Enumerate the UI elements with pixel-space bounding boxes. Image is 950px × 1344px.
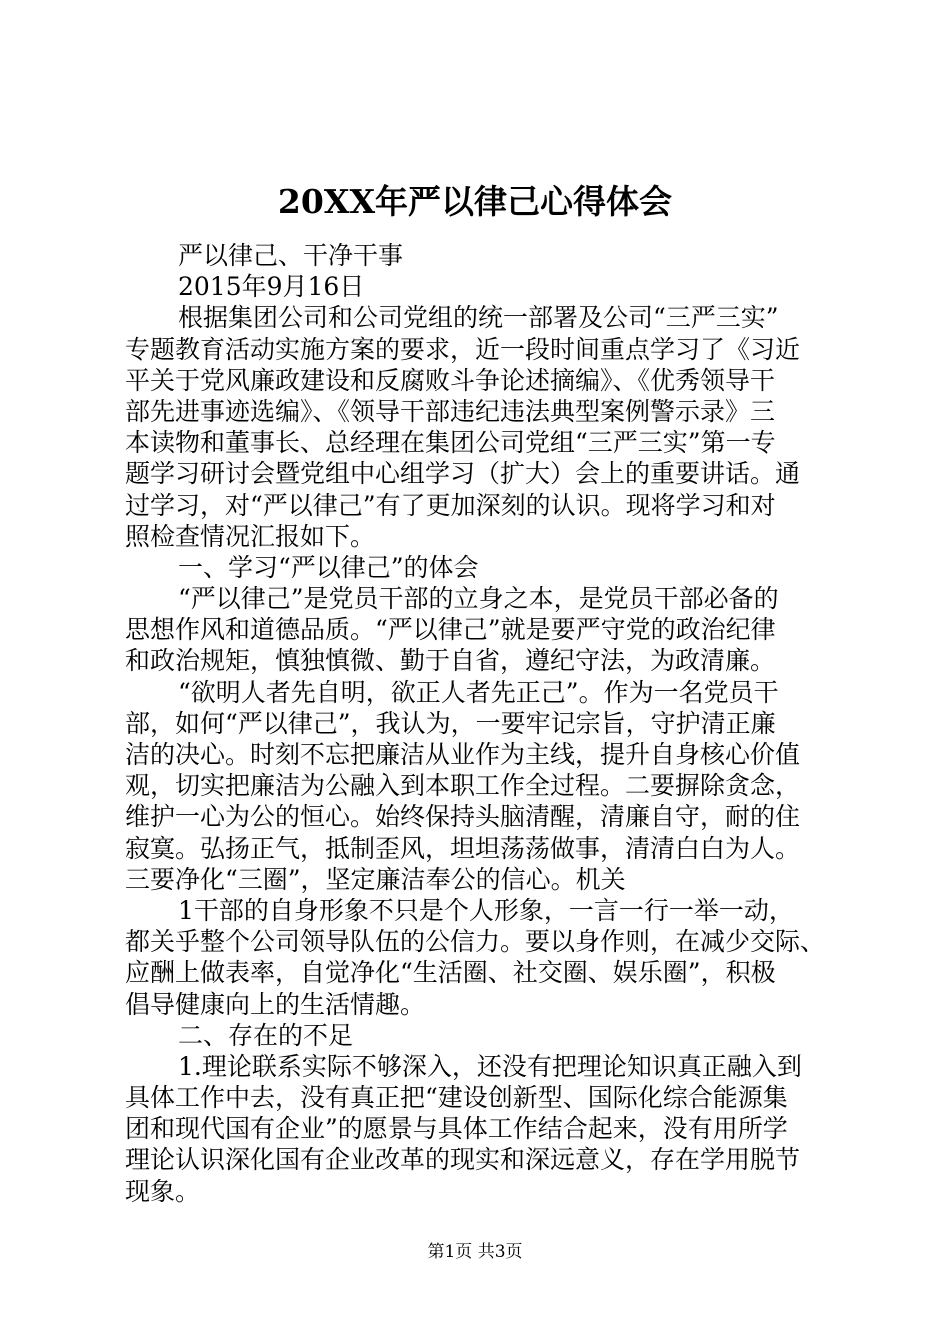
document-body <box>125 240 835 1207</box>
text-line: 具体工作中去，没有真正把“建设创新型、国际化综合能源集 <box>125 1083 788 1113</box>
section-heading: 二、存在的不足 <box>178 1020 354 1050</box>
text-line: 都关乎整个公司领导队伍的公信力。要以身作则，在减少交际、 <box>125 927 826 957</box>
text-line: 倡导健康向上的生活情趣。 <box>125 989 426 1019</box>
text-line: 专题教育活动实施方案的要求，近一段时间重点学习了《习近 <box>125 334 801 364</box>
text-line: 寂寞。弘扬正气，抵制歪风，坦坦荡荡做事，清清白白为人。 <box>125 833 801 863</box>
text-line: 过学习，对“严以律己”有了更加深刻的认识。现将学习和对 <box>125 490 776 520</box>
text-line: 现象。 <box>125 1176 201 1206</box>
text-line: 照检查情况汇报如下。 <box>125 521 376 551</box>
text-line: 洁的决心。时刻不忘把廉洁从业作为主线，提升自身核心价值 <box>125 740 801 769</box>
text-line: 理论认识深化国有企业改革的现实和深远意义，存在学用脱节 <box>125 1145 801 1175</box>
text-line: 思想作风和道德品质。“严以律己”就是要严守党的政治纪律 <box>125 615 776 645</box>
page-number: 第1页 共3页 <box>427 1242 523 1262</box>
text-line: 部先进事迹选编》、《领导干部违纪违法典型案例警示录》三 <box>125 396 776 426</box>
text-line: 严以律己、干净干事 <box>178 241 404 270</box>
section-heading: 一、学习“严以律己”的体会 <box>178 552 479 582</box>
text-line: 三要净化“三圈”，坚定廉洁奉公的信心。机关 <box>125 864 626 894</box>
text-line: 和政治规矩，慎独慎微、勤于自省，遵纪守法，为政清廉。 <box>125 646 776 676</box>
document-title: 20XX年严以律己心得体会 <box>277 182 673 221</box>
text-line: 1.理论联系实际不够深入，还没有把理论知识真正融入到 <box>178 1051 802 1081</box>
text-line: 题学习研讨会暨党组中心组学习（扩大）会上的重要讲话。通 <box>125 459 801 489</box>
text-line: 本读物和董事长、总经理在集团公司党组“三严三实”第一专 <box>125 428 776 458</box>
text-line: 团和现代国有企业”的愿景与具体工作结合起来，没有用所学 <box>125 1114 788 1144</box>
text-line: 维护一心为公的恒心。始终保持头脑清醒，清廉自守，耐的住 <box>125 802 801 832</box>
text-line: 2015年9月16日 <box>178 272 365 302</box>
text-line: 观，切实把廉洁为公融入到本职工作全过程。二要摒除贪念， <box>125 771 801 801</box>
text-line: “严以律己”是党员干部的立身之本，是党员干部必备的 <box>178 584 779 614</box>
text-line: 1干部的自身形象不只是个人形象，一言一行一举一动， <box>178 895 794 925</box>
text-line: “欲明人者先自明，欲正人者先正己”。作为一名党员干 <box>178 677 779 707</box>
text-line: 平关于党风廉政建设和反腐败斗争论述摘编》、《优秀领导干 <box>125 365 776 395</box>
text-line: 根据集团公司和公司党组的统一部署及公司“三严三实” <box>178 303 779 333</box>
text-line: 应酬上做表率，自觉净化“生活圈、社交圈、娱乐圈”，积极 <box>125 958 776 988</box>
text-line: 部，如何“严以律己”，我认为，一要牢记宗旨，守护清正廉 <box>125 708 776 738</box>
